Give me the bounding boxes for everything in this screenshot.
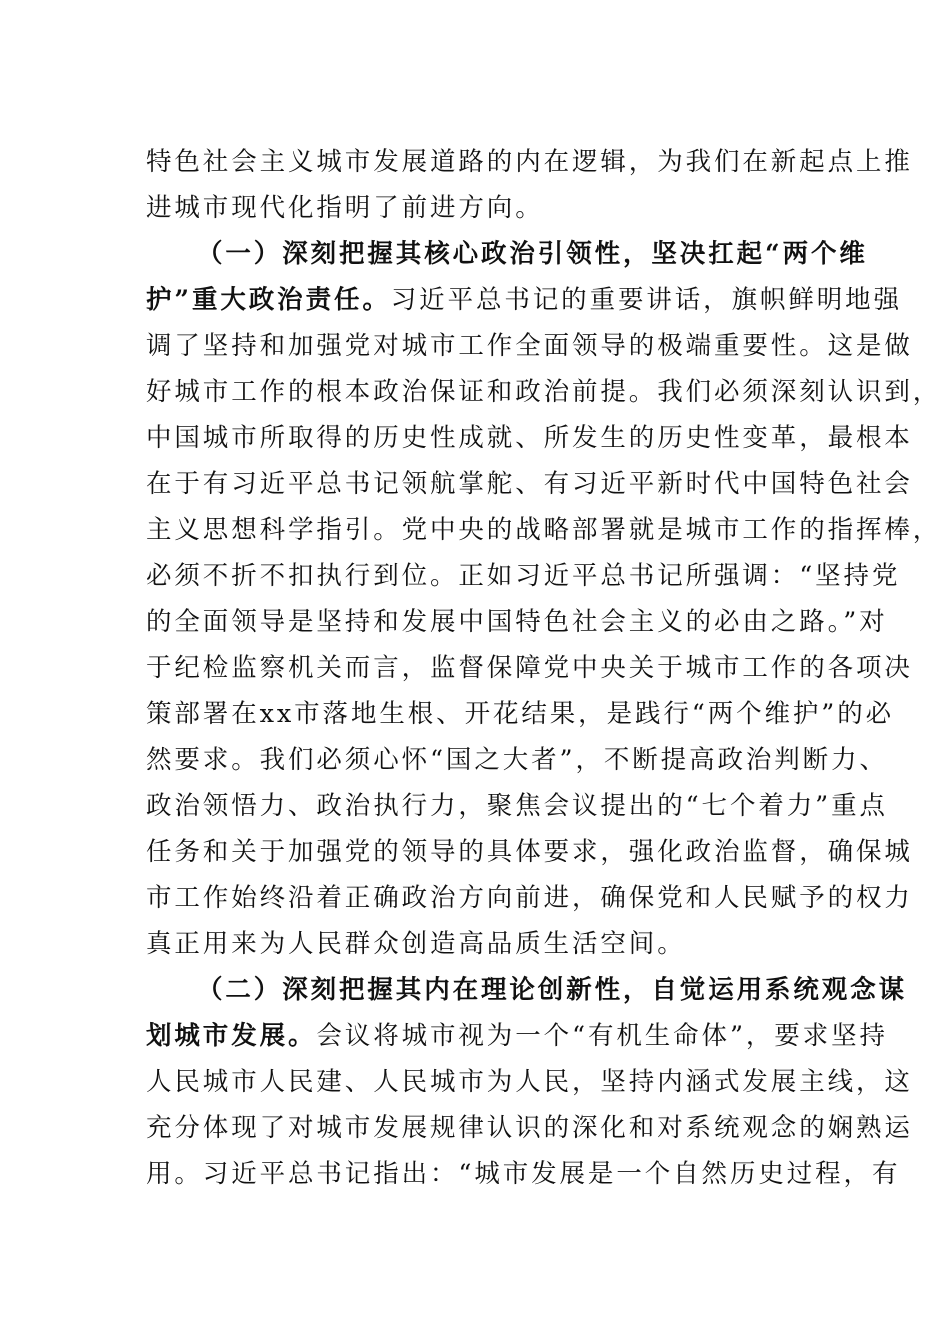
text-line: 的全面领导是坚持和发展中国特色社会主义的必由之路。”对 xyxy=(146,607,888,637)
text-line: 策部署在xx市落地生根、开花结果，是践行“两个维护”的必 xyxy=(146,699,895,729)
text-line: 任务和关于加强党的领导的具体要求，强化政治监督，确保城 xyxy=(146,837,913,867)
text-line: 于纪检监察机关而言，监督保障党中央关于城市工作的各项决 xyxy=(146,653,913,683)
text-line xyxy=(146,1016,888,1056)
section-heading-1-end: 护”重大政治责任。 xyxy=(146,285,391,315)
text-line: 然要求。我们必须心怀“国之大者”，不断提高政治判断力、 xyxy=(146,745,888,775)
text-line: 主义思想科学指引。党中央的战略部署就是城市工作的指挥棒， xyxy=(146,515,942,545)
section-heading-2-end: 划城市发展。 xyxy=(146,1021,317,1051)
text-line xyxy=(146,280,902,320)
text-span: 习近平总书记的重要讲话，旗帜鲜明地强 xyxy=(390,285,902,315)
text-line: 好城市工作的根本政治保证和政治前提。我们必须深刻认识到， xyxy=(146,377,942,407)
text-line: 进城市现代化指明了前进方向。 xyxy=(146,193,544,223)
text-line: 政治领悟力、政治执行力，聚焦会议提出的“七个着力”重点 xyxy=(146,791,888,821)
text-line: 调了坚持和加强党对城市工作全面领导的极端重要性。这是做 xyxy=(146,331,913,361)
section-heading-1: （一）深刻把握其核心政治引领性，坚决扛起“两个维 xyxy=(197,239,868,269)
text-line: 充分体现了对城市发展规律认识的深化和对系统观念的娴熟运 xyxy=(146,1113,913,1143)
text-span: 会议将城市视为一个“有机生命体”，要求坚持 xyxy=(316,1021,888,1051)
text-line: 市工作始终沿着正确政治方向前进，确保党和人民赋予的权力 xyxy=(146,883,913,913)
text-line: 人民城市人民建、人民城市为人民，坚持内涵式发展主线，这 xyxy=(146,1067,913,1097)
text-line: 用。习近平总书记指出：“城市发展是一个自然历史过程，有 xyxy=(146,1159,901,1189)
text-line: 中国城市所取得的历史性成就、所发生的历史性变革，最根本 xyxy=(146,423,913,453)
text-line: 在于有习近平总书记领航掌舵、有习近平新时代中国特色社会 xyxy=(146,469,913,499)
section-heading-2: （二）深刻把握其内在理论创新性，自觉运用系统观念谋 xyxy=(197,975,908,1005)
text-line: 必须不折不扣执行到位。正如习近平总书记所强调：“坚持党 xyxy=(146,561,901,591)
text-line: 真正用来为人民群众创造高品质生活空间。 xyxy=(146,929,686,959)
text-line: 特色社会主义城市发展道路的内在逻辑，为我们在新起点上推 xyxy=(146,147,913,177)
